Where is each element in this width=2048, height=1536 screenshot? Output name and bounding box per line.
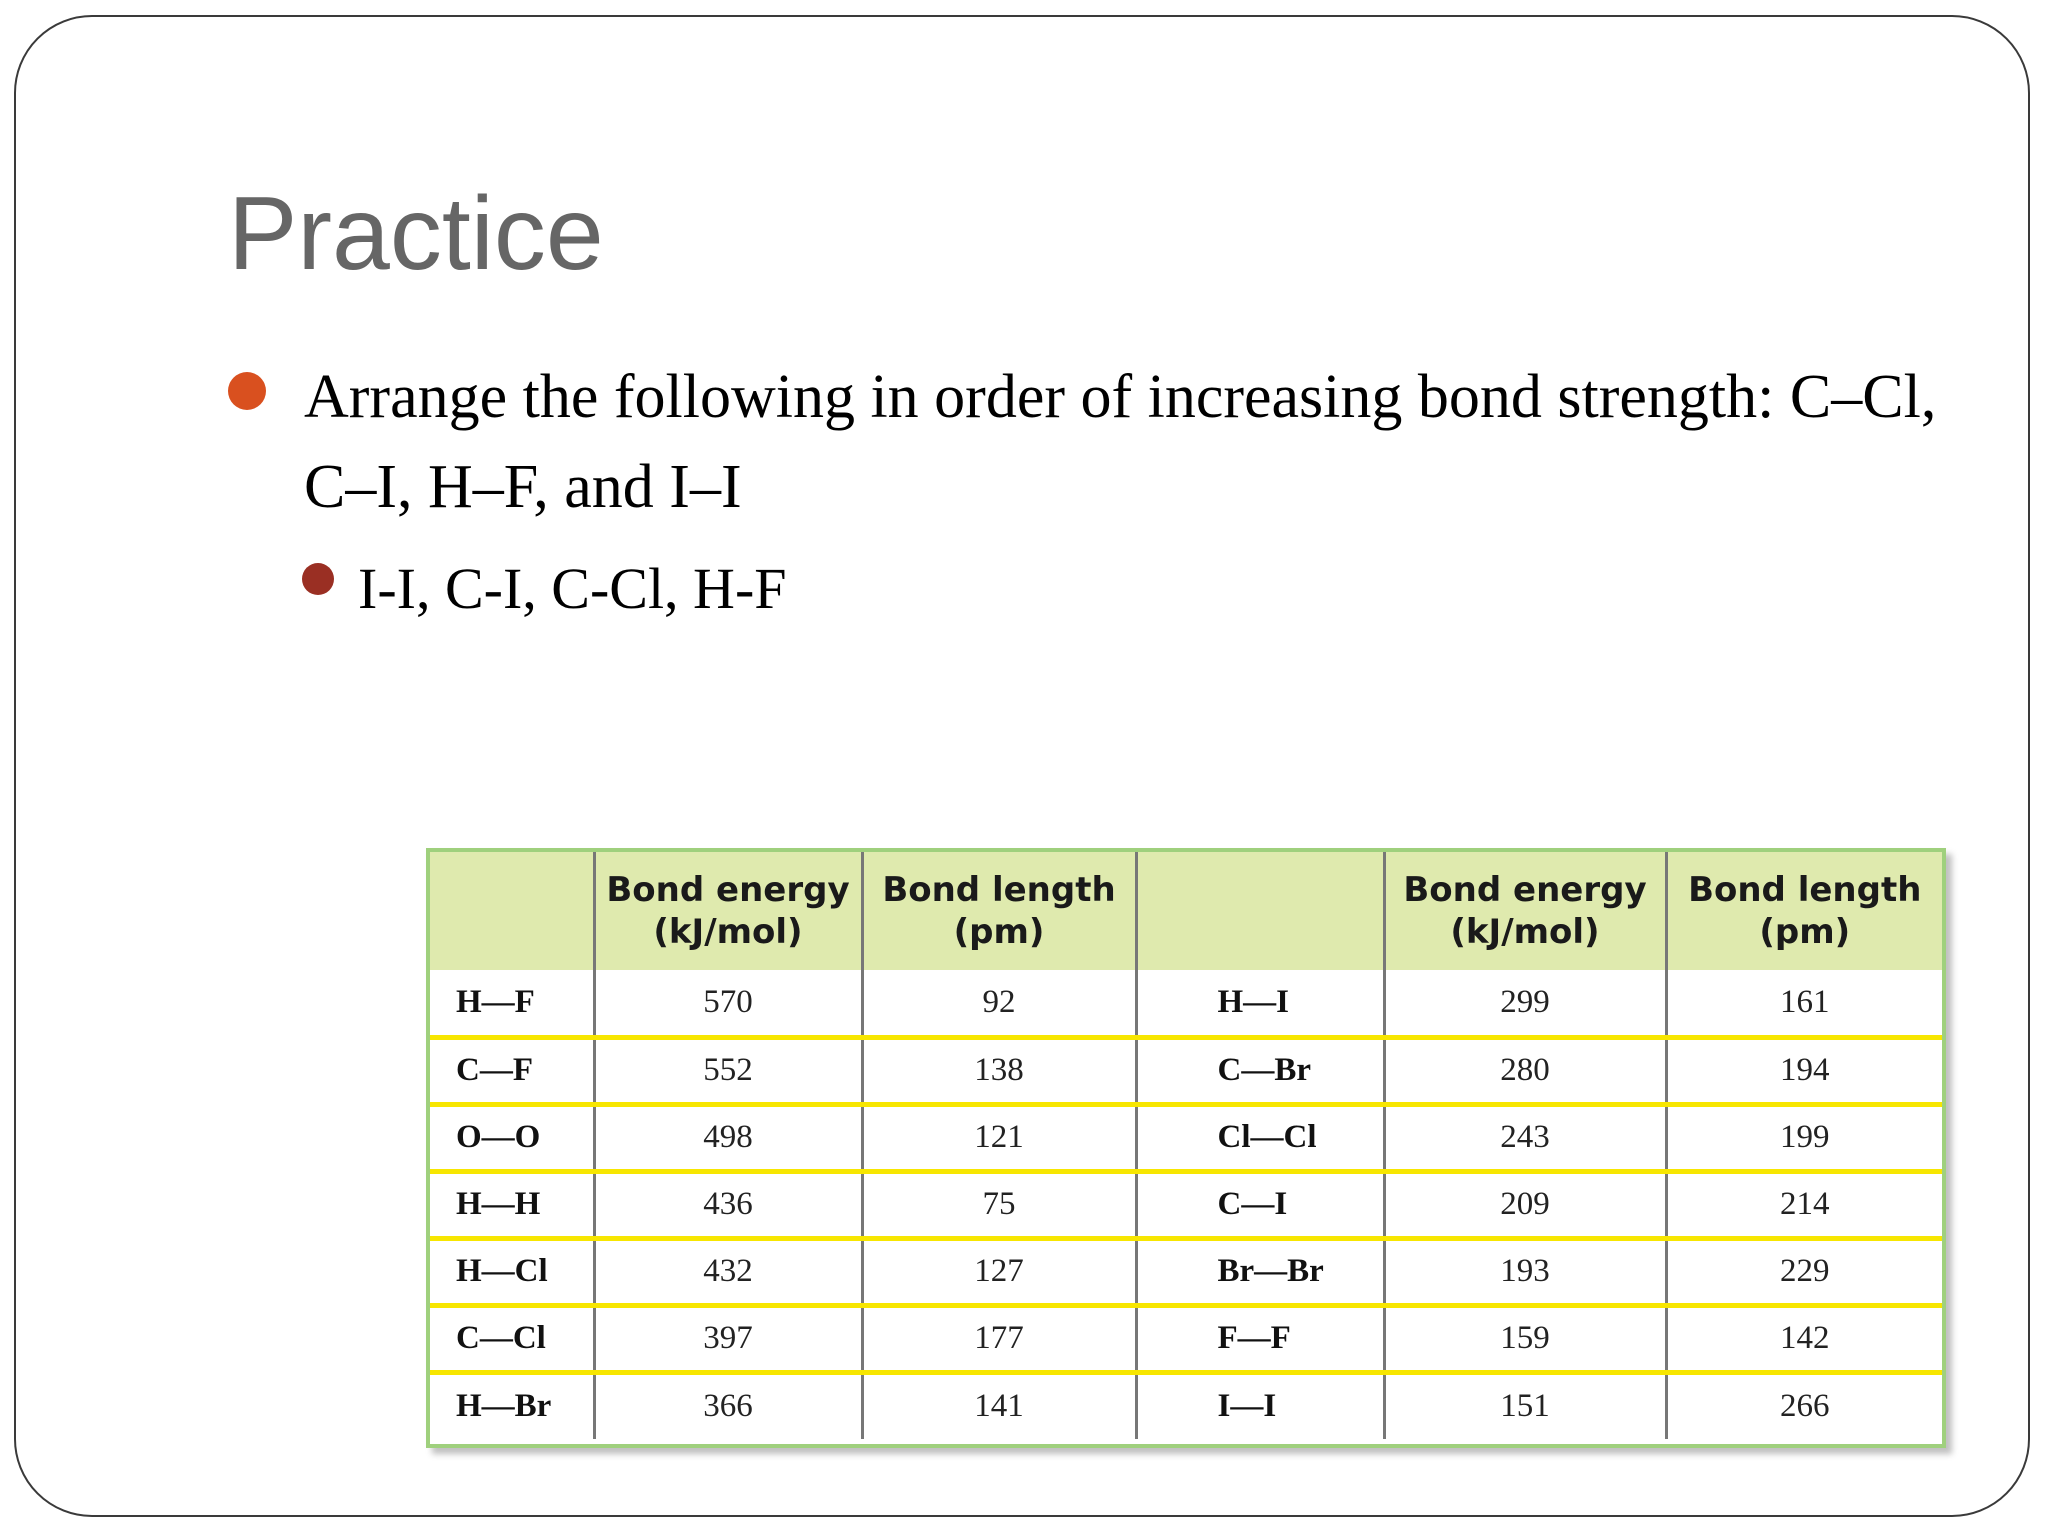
length-cell: 121 — [862, 1104, 1136, 1171]
header-bond-length: Bond length (pm) — [1688, 870, 1922, 952]
table-row — [430, 1171, 1942, 1238]
sub-bullet-text: I-I, C-I, C-Cl, H-F — [358, 556, 787, 621]
bond-cell: H—I — [1136, 970, 1384, 1037]
bond-cell: H—F — [430, 970, 594, 1037]
energy-cell: 193 — [1384, 1238, 1666, 1305]
bond-cell: C—Br — [1136, 1037, 1384, 1104]
header-cell — [430, 852, 594, 970]
bond-cell: Cl—Cl — [1136, 1104, 1384, 1171]
bond-cell: C—Cl — [430, 1305, 594, 1372]
length-cell: 199 — [1666, 1104, 1942, 1171]
bond-table — [426, 848, 1946, 1448]
header-cell — [1136, 852, 1384, 970]
header-bond-length: Bond length (pm) — [862, 852, 1136, 970]
slide-title: Practice — [228, 176, 604, 292]
header-bond-energy: Bond energy (kJ/mol) — [1384, 852, 1666, 970]
table-row — [430, 970, 1942, 1037]
energy-cell: 498 — [594, 1104, 862, 1171]
bond-cell: H—H — [430, 1171, 594, 1238]
sub-bullet-dot-icon — [302, 563, 334, 595]
energy-cell: 209 — [1384, 1171, 1666, 1238]
energy-cell: 243 — [1384, 1104, 1666, 1171]
length-cell: 266 — [1780, 1388, 1830, 1425]
length-cell: 177 — [862, 1305, 1136, 1372]
length-cell: 161 — [1666, 970, 1942, 1037]
energy-cell: 432 — [594, 1238, 862, 1305]
energy-cell: 397 — [594, 1305, 862, 1372]
energy-cell: 570 — [594, 970, 862, 1037]
length-cell: 75 — [862, 1171, 1136, 1238]
table-row — [430, 1104, 1942, 1171]
length-cell: 194 — [1666, 1037, 1942, 1104]
table-row — [430, 1305, 1942, 1372]
bond-cell: C—I — [1136, 1171, 1384, 1238]
length-cell: 127 — [862, 1238, 1136, 1305]
energy-cell: 552 — [594, 1037, 862, 1104]
length-cell: 92 — [862, 970, 1136, 1037]
energy-cell: 151 — [1384, 1372, 1666, 1439]
bullet-text: Arrange the following in order of increasing bond strength: C–Cl, C–I, H–F, and I–I — [304, 363, 1937, 521]
bond-cell: H—Br — [430, 1372, 594, 1439]
energy-cell: 280 — [1384, 1037, 1666, 1104]
bond-data-table — [430, 852, 1942, 1439]
header-bond-energy: Bond energy (kJ/mol) — [594, 852, 862, 970]
table-row — [430, 1238, 1942, 1305]
length-cell: 229 — [1666, 1238, 1942, 1305]
table-row — [430, 1037, 1942, 1104]
bond-cell: I—I — [1136, 1372, 1384, 1439]
bond-cell: F—F — [1136, 1305, 1384, 1372]
bullet-dot-icon — [228, 372, 266, 410]
energy-cell: 436 — [594, 1171, 862, 1238]
energy-cell: 299 — [1384, 970, 1666, 1037]
length-cell: 214 — [1666, 1171, 1942, 1238]
length-cell: 138 — [862, 1037, 1136, 1104]
table-body — [430, 970, 1942, 1439]
table-row — [430, 1372, 1942, 1439]
table-header-row — [430, 852, 1942, 970]
energy-cell: 159 — [1384, 1305, 1666, 1372]
bond-cell: Br—Br — [1136, 1238, 1384, 1305]
length-cell: 141 — [862, 1372, 1136, 1439]
bond-cell: O—O — [430, 1104, 594, 1171]
bond-cell: C—F — [430, 1037, 594, 1104]
length-cell: 142 — [1666, 1305, 1942, 1372]
energy-cell: 366 — [594, 1372, 862, 1439]
bond-cell: H—Cl — [430, 1238, 594, 1305]
